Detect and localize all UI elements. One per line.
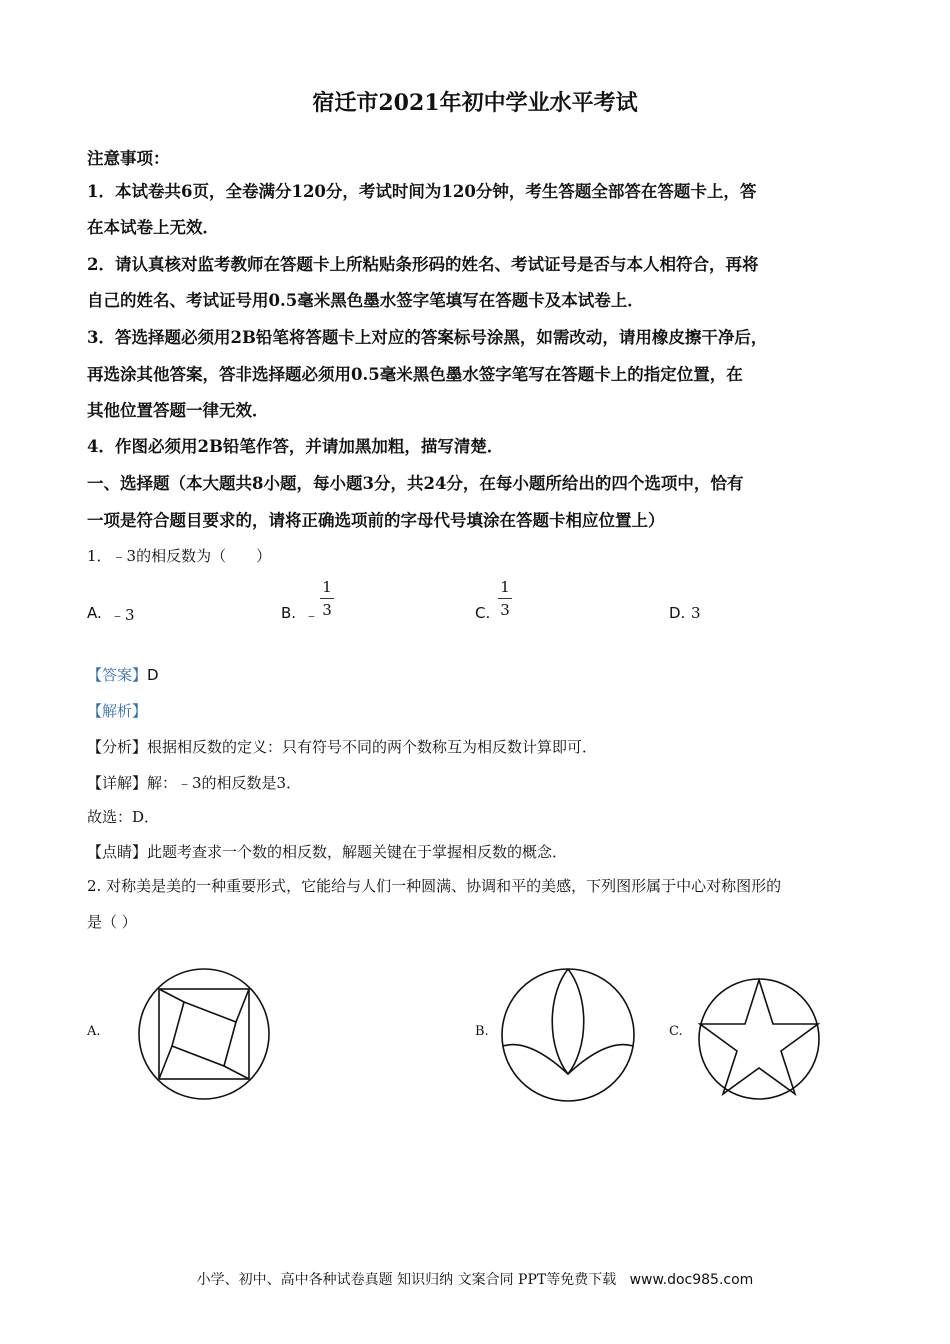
notice-line: 3．答选择题必须用2B铅笔将答题卡上对应的答案标号涂黑，如需改动，请用橡皮擦干净后， (87, 328, 768, 347)
option-d-label: D. (669, 604, 686, 622)
figure-c-label: C. (669, 1024, 683, 1039)
option-c-fraction (498, 578, 512, 619)
figure-c-star-in-circle (696, 976, 822, 1102)
fraction-bar (320, 598, 334, 599)
option-b-fraction (320, 578, 334, 619)
fraction-numerator: 1 (322, 578, 332, 596)
figure-a-label: A. (87, 1024, 101, 1039)
notice-line: 再选涂其他答案，答非选择题必须用0.5毫米黑色墨水签字笔写在答题卡上的指定位置，在 (87, 365, 743, 384)
figure-b-three-arcs (499, 966, 637, 1104)
section-heading: 一、选择题（本大题共8小题，每小题3分，共24分，在每小题所给出的四个选项中，恰有 (87, 474, 744, 493)
analysis-text: 【分析】根据相反数的定义：只有符号不同的两个数称互为相反数计算即可． (87, 738, 598, 756)
answer-tag: 【答案】 (87, 666, 148, 684)
comment-text: 【点睛】此题考查求一个数的相反数，解题关键在于掌握相反数的概念． (87, 843, 568, 861)
section-heading: 一项是符合题目要求的，请将正确选项前的字母代号填涂在答题卡相应位置上） (87, 511, 665, 530)
notice-line: 其他位置答题一律无效． (87, 401, 269, 420)
option-d-value: 3 (691, 604, 701, 622)
option-a-value: ﹣3 (110, 606, 135, 624)
notice-line: 4．作图必须用2B铅笔作答，并请加黑加粗，描写清楚． (87, 437, 504, 456)
footer-text: 小学、初中、高中各种试卷真题 知识归纳 文案合同 PPT等免费下载 (196, 1272, 617, 1288)
choice-text: 故选：D． (87, 808, 160, 826)
analysis-tag: 【解析】 (87, 702, 148, 720)
answer-value: D (147, 666, 159, 684)
fraction-denominator: 3 (500, 601, 510, 619)
option-a-label: A. (87, 604, 102, 622)
option-b-label: B. (281, 604, 297, 622)
question-2-stem-continued: 是（ ） (87, 913, 137, 931)
detail-text: 【详解】解：﹣3的相反数是3． (87, 774, 302, 792)
footer (0, 1269, 950, 1289)
question-1-stem: 1．﹣3的相反数为（ ） (87, 547, 272, 565)
notice-line: 2．请认真核对监考教师在答题卡上所粘贴条形码的姓名、考试证号是否与本人相符合，再将 (87, 255, 759, 274)
fraction-bar (498, 598, 512, 599)
notice-heading: 注意事项： (87, 149, 170, 168)
footer-site-link[interactable]: www.doc985.com (629, 1272, 754, 1288)
fraction-numerator: 1 (500, 578, 510, 596)
page-title: 宿迁市2021年初中学业水平考试 (312, 90, 638, 116)
figure-b-label: B. (475, 1024, 489, 1039)
option-b-sign: ﹣ (304, 606, 320, 624)
option-c-label: C. (475, 604, 491, 622)
fraction-denominator: 3 (322, 601, 332, 619)
question-2-stem: 2. 对称美是美的一种重要形式，它能给与人们一种圆满、协调和平的美感，下列图形属于中心对称图形的 (87, 877, 782, 895)
answer-row (87, 664, 159, 685)
figure-a-square-pinwheel (136, 966, 272, 1102)
notice-line: 自己的姓名、考试证号用0.5毫米黑色墨水签字笔填写在答题卡及本试卷上． (87, 291, 644, 310)
notice-line: 1．本试卷共6页，全卷满分120分，考试时间为120分钟，考生答题全部答在答题卡上，答 (87, 182, 757, 201)
notice-line: 在本试卷上无效． (87, 218, 219, 237)
